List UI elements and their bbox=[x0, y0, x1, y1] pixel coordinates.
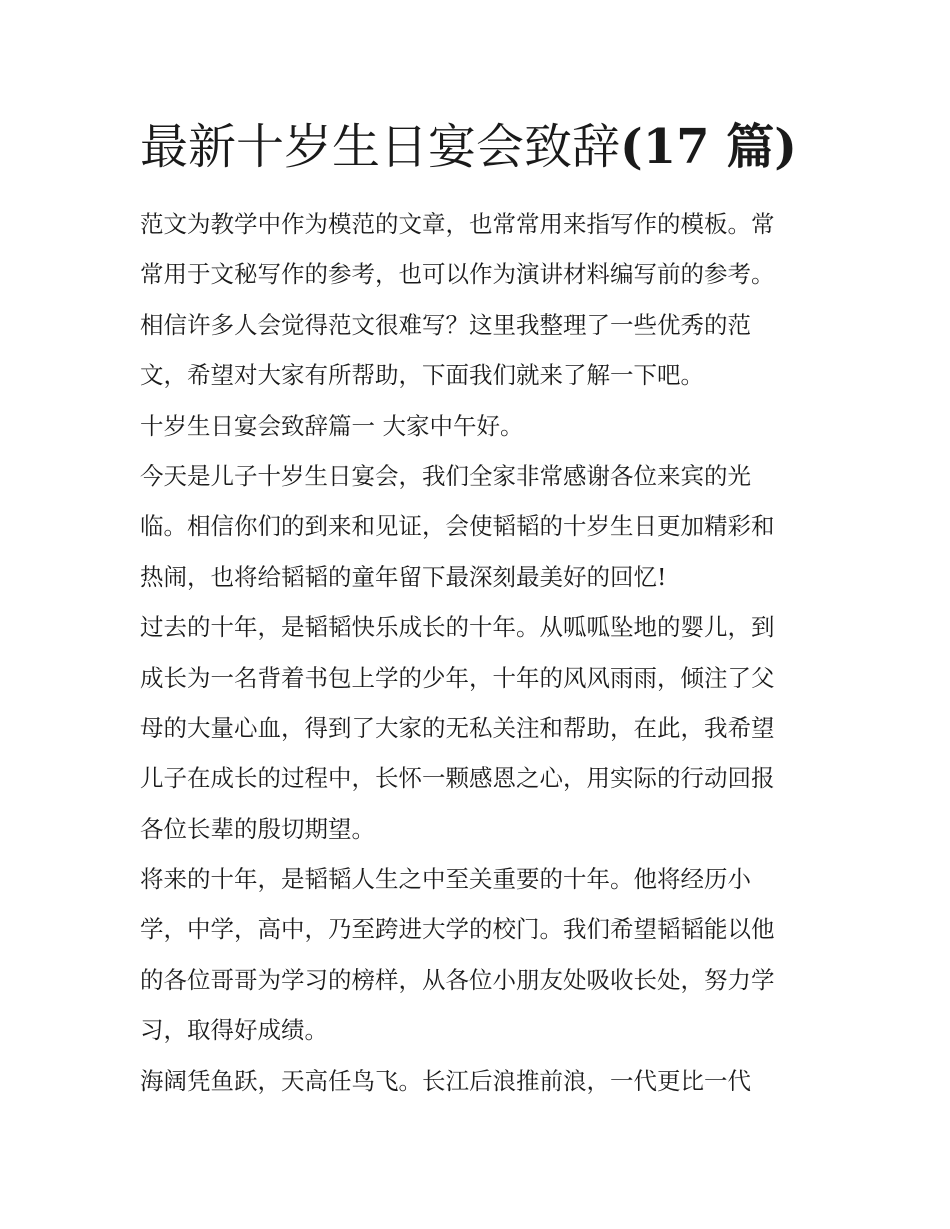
body-line: 文，希望对大家有所帮助，下面我们就来了解一下吧。 bbox=[140, 361, 704, 390]
body-line: 海阔凭鱼跃，天高任鸟飞。长江后浪推前浪，一代更比一代 bbox=[140, 1066, 751, 1095]
body-line: 母的大量心血，得到了大家的无私关注和帮助，在此，我希望 bbox=[140, 713, 775, 742]
body-line: 过去的十年，是韬韬快乐成长的十年。从呱呱坠地的婴儿，到 bbox=[140, 613, 775, 642]
body-line: 的各位哥哥为学习的榜样，从各位小朋友处吸收长处，努力学 bbox=[140, 965, 775, 994]
body-line: 临。相信你们的到来和见证，会使韬韬的十岁生日更加精彩和 bbox=[140, 512, 775, 541]
body-line: 成长为一名背着书包上学的少年，十年的风风雨雨，倾注了父 bbox=[140, 663, 775, 692]
body-line: 习，取得好成绩。 bbox=[140, 1016, 328, 1045]
body-line: 范文为教学中作为模范的文章，也常常用来指写作的模板。常 bbox=[140, 210, 775, 238]
body-line: 学，中学，高中，乃至跨进大学的校门。我们希望韬韬能以他 bbox=[140, 915, 775, 944]
body-line: 将来的十年，是韬韬人生之中至关重要的十年。他将经历小 bbox=[140, 865, 751, 894]
body-line: 常用于文秘写作的参考，也可以作为演讲材料编写前的参考。 bbox=[140, 260, 775, 289]
document-title bbox=[140, 112, 840, 182]
document-body bbox=[140, 199, 830, 1106]
body-line: 十岁生日宴会致辞篇一 大家中午好。 bbox=[140, 411, 524, 440]
title-count: (17 篇) bbox=[620, 119, 797, 175]
body-line: 各位长辈的殷切期望。 bbox=[140, 814, 375, 843]
body-line: 今天是儿子十岁生日宴会，我们全家非常感谢各位来宾的光 bbox=[140, 461, 751, 490]
body-line: 儿子在成长的过程中，长怀一颗感恩之心，用实际的行动回报 bbox=[140, 764, 775, 793]
title-text: 最新十岁生日宴会致辞 bbox=[140, 119, 621, 175]
body-line: 热闹，也将给韬韬的童年留下最深刻最美好的回忆! bbox=[140, 562, 667, 591]
body-line: 相信许多人会觉得范文很难写？这里我整理了一些优秀的范 bbox=[140, 310, 751, 339]
